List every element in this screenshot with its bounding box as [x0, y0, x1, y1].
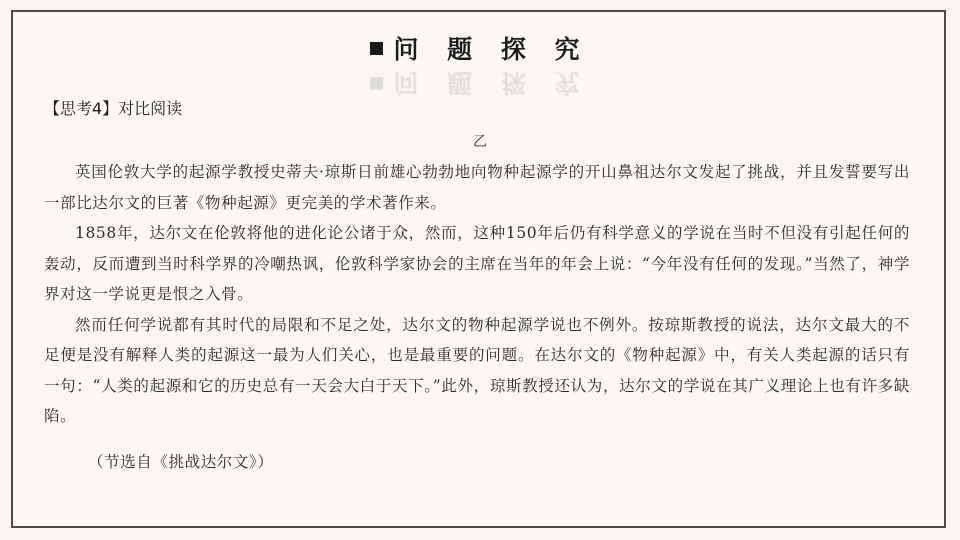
passage-paragraph: 英国伦敦大学的起源学教授史蒂夫·琼斯日前雄心勃勃地向物种起源学的开山鼻祖达尔文发起了挑战，并且发誓要写出一部比达尔文的巨著《物种起源》更完美的学术著作来。 [44, 163, 910, 212]
title-area [0, 30, 960, 66]
title-reflection-bullet [370, 78, 383, 91]
page-title [370, 30, 589, 66]
title-reflection-text: 问 题 探 究 [393, 68, 590, 97]
passage-paragraph: 然而任何学说都有其时代的局限和不足之处，达尔文的物种起源学说也不例外。按琼斯教授的说法，达尔文最大的不足便是没有解释人类的起源这一最为人们关心，也是最重要的问题。在达尔文的《物种起源》中，有关人类起源的话只有一句：“人类的起源和它的历史总有一天会大白于天下。”此外，琼斯教授还认为，达尔文的学说在其广义理论上也有许多缺陷。 [44, 315, 910, 425]
square-bullet-icon [370, 42, 383, 55]
question-label: 【思考4】对比阅读 [44, 99, 183, 118]
passage-section-letter: 乙 [473, 134, 487, 150]
title-reflection [0, 66, 960, 97]
passage-source: （节选自《挑战达尔文》） [88, 453, 274, 471]
passage-body [44, 157, 910, 432]
page-title-text: 问 题 探 究 [393, 35, 590, 64]
passage-paragraph: 1858年，达尔文在伦敦将他的进化论公诸于众，然而，这种150年后仍有科学意义的学说在当时不但没有引起任何的轰动，反而遭到当时科学界的冷嘲热讽，伦敦科学家协会的主席在当年的年会上说：“今年没有任何的发现。”当然了，神学界对这一学说更是恨之入骨。 [44, 224, 910, 303]
